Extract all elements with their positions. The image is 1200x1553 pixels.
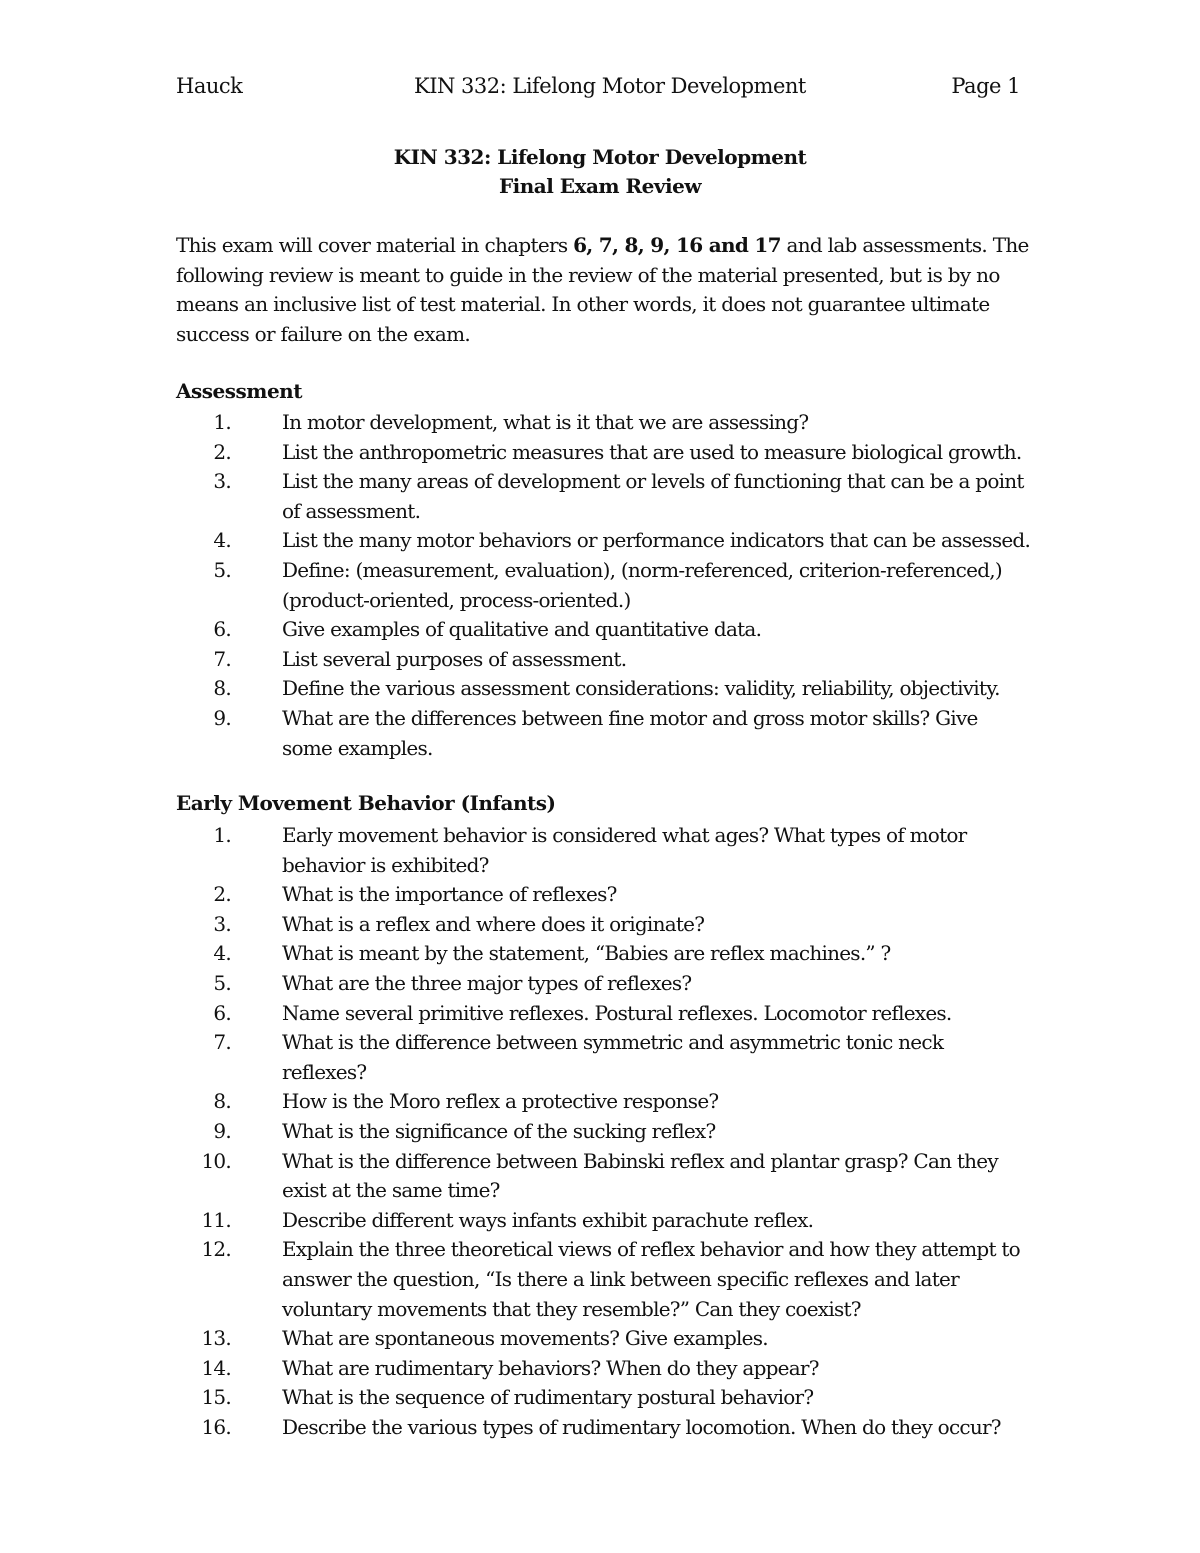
list-item — [176, 408, 1036, 438]
list-item — [176, 615, 1036, 645]
intro-line: means an inclusive list of test material. In other words, it does not guarantee ultimate — [176, 292, 990, 317]
item-number: 12. — [201, 1237, 231, 1262]
item-number: 9. — [213, 705, 231, 730]
item-text: List the anthropometric measures that are used to measure biological growth. — [282, 439, 1022, 464]
item-number: 6. — [213, 1000, 231, 1025]
item-text: What are the three major types of reflexes? — [282, 970, 692, 995]
list-item — [176, 999, 1036, 1029]
list-item — [176, 556, 1036, 615]
item-text: behavior is exhibited? — [282, 852, 489, 877]
page-header — [176, 74, 1020, 104]
item-text: What is the difference between Babinski reflex and plantar grasp? Can they — [282, 1148, 998, 1173]
intro-chapters: 6, 7, 8, 9, 16 and 17 — [573, 233, 781, 257]
item-text: some examples. — [282, 735, 433, 760]
item-text: In motor development, what is it that we are assessing? — [282, 410, 809, 434]
item-text: What are rudimentary behaviors? When do they appear? — [282, 1355, 819, 1380]
item-text: of assessment. — [282, 498, 421, 523]
question-list-assessment — [176, 408, 1036, 763]
item-text: What is a reflex and where does it originate? — [282, 911, 705, 936]
document-subtitle: Final Exam Review — [498, 174, 702, 198]
header-course: KIN 332: Lifelong Motor Development — [414, 74, 806, 98]
item-number: 9. — [213, 1118, 231, 1143]
intro-paragraph — [176, 231, 1036, 349]
item-text: What are spontaneous movements? Give examples. — [282, 1326, 768, 1351]
list-item — [176, 645, 1036, 675]
item-number: 6. — [213, 617, 231, 642]
list-item — [176, 1235, 1036, 1324]
item-text: Define: (measurement, evaluation), (norm-referenced, criterion-referenced,) — [282, 557, 1002, 582]
item-number: 8. — [213, 676, 231, 701]
header-author: Hauck — [176, 74, 243, 98]
list-item — [176, 704, 1036, 763]
list-item — [176, 1413, 1036, 1443]
item-number: 8. — [213, 1089, 231, 1114]
list-item — [176, 939, 1036, 969]
header-page-number: Page 1 — [951, 74, 1020, 98]
item-number: 1. — [213, 823, 231, 847]
list-item — [176, 1324, 1036, 1354]
intro-line: success or failure on the exam. — [176, 321, 471, 346]
list-item — [176, 910, 1036, 940]
item-text: reflexes? — [282, 1059, 367, 1084]
item-number: 5. — [213, 970, 231, 995]
item-text: voluntary movements that they resemble?” Can they coexist? — [282, 1296, 861, 1321]
document-title: KIN 332: Lifelong Motor Development — [393, 145, 807, 169]
item-text: Describe different ways infants exhibit parachute reflex. — [282, 1207, 814, 1232]
intro-text: and lab assessments. The — [780, 233, 1029, 257]
list-item — [176, 1383, 1036, 1413]
list-item — [176, 969, 1036, 999]
item-text: Name several primitive reflexes. Postural reflexes. Locomotor reflexes. — [282, 1000, 952, 1025]
list-item — [176, 880, 1036, 910]
question-list-early-movement — [176, 821, 1036, 1442]
item-text: Describe the various types of rudimentary locomotion. When do they occur? — [282, 1414, 1001, 1439]
item-text: Define the various assessment considerations: validity, reliability, objectivity. — [282, 676, 1000, 701]
item-number: 1. — [213, 410, 231, 434]
item-text: Early movement behavior is considered what ages? What types of motor — [282, 823, 967, 847]
intro-text: This exam will cover material in chapters — [176, 233, 574, 257]
item-number: 11. — [201, 1207, 231, 1232]
item-number: 16. — [201, 1414, 231, 1439]
item-number: 10. — [201, 1148, 231, 1173]
item-text: What is the significance of the sucking reflex? — [282, 1118, 716, 1143]
section-heading-early-movement: Early Movement Behavior (Infants) — [176, 791, 556, 815]
list-item — [176, 467, 1036, 526]
item-text: (product-oriented, process-oriented.) — [282, 587, 631, 612]
item-number: 4. — [213, 528, 231, 553]
item-number: 3. — [213, 911, 231, 936]
item-text: Explain the three theoretical views of reflex behavior and how they attempt to — [282, 1237, 1020, 1262]
item-text: What is the difference between symmetric and asymmetric tonic neck — [282, 1030, 944, 1055]
item-text: How is the Moro reflex a protective response? — [282, 1089, 719, 1114]
list-item — [176, 1206, 1036, 1236]
item-text: exist at the same time? — [282, 1178, 500, 1203]
item-number: 5. — [213, 557, 231, 582]
item-text: What is meant by the statement, “Babies are reflex machines.” ? — [282, 941, 891, 966]
list-item — [176, 526, 1036, 556]
list-item — [176, 1354, 1036, 1384]
list-item — [176, 1117, 1036, 1147]
list-item — [176, 438, 1036, 468]
item-text: answer the question, “Is there a link between specific reflexes and later — [282, 1266, 959, 1291]
intro-line — [176, 231, 1036, 261]
item-text: List several purposes of assessment. — [282, 646, 627, 671]
item-text: What are the differences between fine motor and gross motor skills? Give — [282, 705, 978, 730]
item-number: 13. — [201, 1326, 231, 1351]
item-number: 2. — [213, 439, 231, 464]
item-number: 3. — [213, 469, 231, 494]
item-text: List the many motor behaviors or performance indicators that can be assessed. — [282, 528, 1031, 553]
intro-line: following review is meant to guide in the review of the material presented, but is by no — [176, 262, 1000, 287]
list-item — [176, 1028, 1036, 1087]
item-number: 7. — [213, 1030, 231, 1055]
item-number: 15. — [201, 1385, 231, 1410]
item-number: 4. — [213, 941, 231, 966]
section-heading-assessment: Assessment — [176, 379, 302, 403]
list-item — [176, 821, 1036, 880]
item-text: What is the importance of reflexes? — [282, 882, 617, 907]
item-text: What is the sequence of rudimentary postural behavior? — [282, 1385, 814, 1410]
list-item — [176, 1087, 1036, 1117]
item-text: List the many areas of development or levels of functioning that can be a point — [282, 469, 1024, 494]
list-item — [176, 1147, 1036, 1206]
item-number: 7. — [213, 646, 231, 671]
item-number: 14. — [201, 1355, 231, 1380]
item-text: Give examples of qualitative and quantitative data. — [282, 617, 762, 642]
item-number: 2. — [213, 882, 231, 907]
list-item — [176, 674, 1036, 704]
